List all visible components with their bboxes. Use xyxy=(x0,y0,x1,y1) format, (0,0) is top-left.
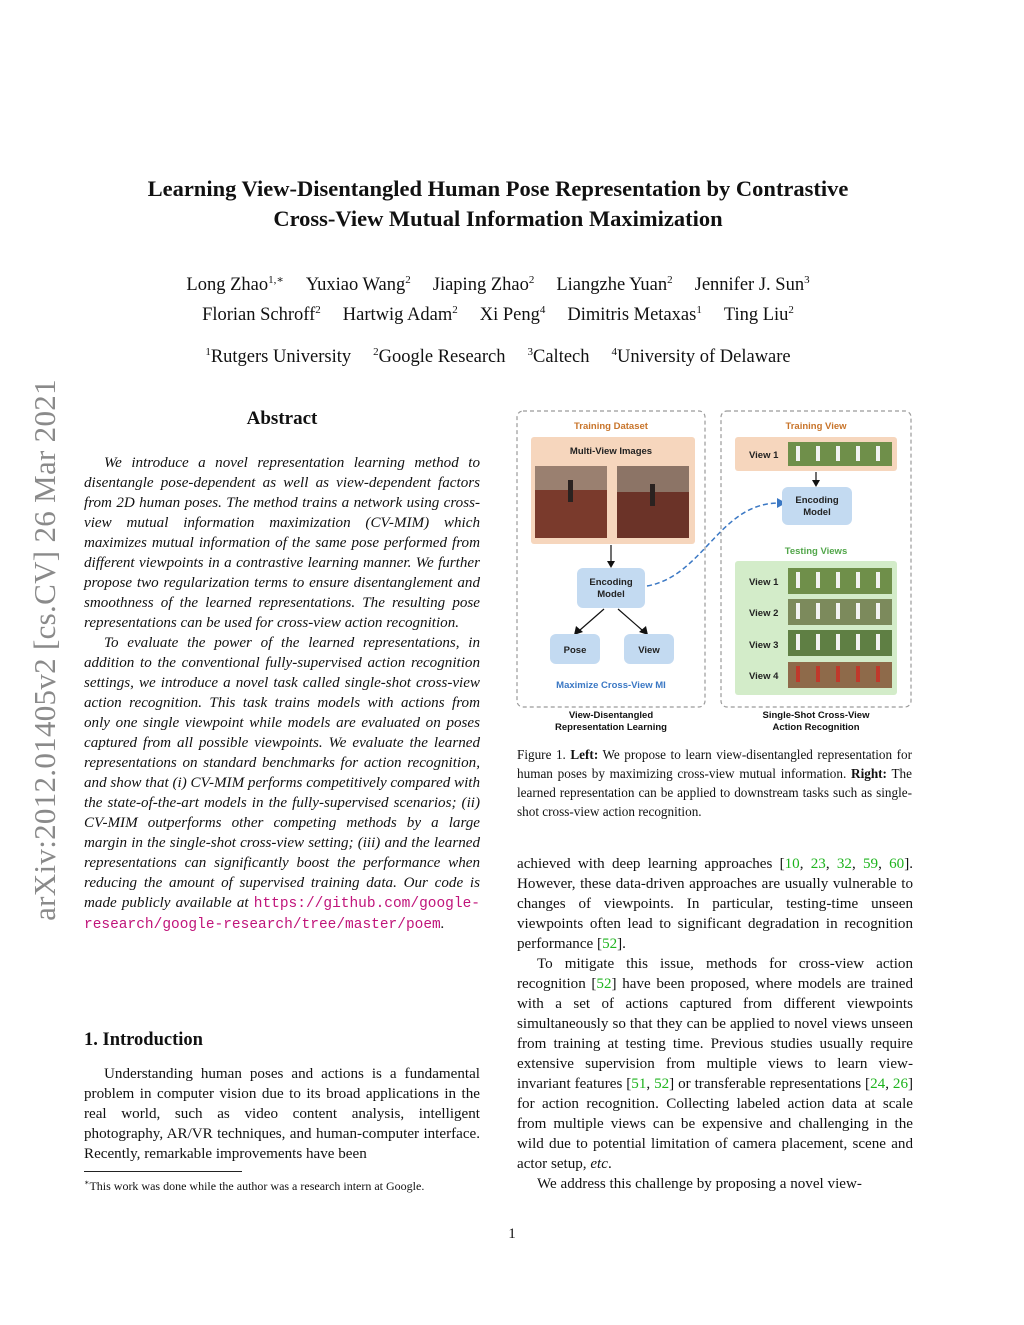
footnote-mark: ∗ xyxy=(84,1178,90,1187)
encoding-model-right-line-2: Model xyxy=(803,507,831,518)
authors-row-2 xyxy=(100,298,896,328)
abstract-body xyxy=(84,453,480,935)
authors-row2-3 xyxy=(567,298,701,328)
testing-views-label: Testing Views xyxy=(784,546,848,557)
affiliation-name: Rutgers University xyxy=(210,347,352,368)
testing-view-4-label: View 4 xyxy=(749,671,779,682)
training-view-label: Training View xyxy=(785,421,847,432)
authors-row2-1 xyxy=(343,298,458,328)
arrow-head-4 xyxy=(812,480,820,487)
paper-title xyxy=(100,174,896,234)
right-paragraph-2: To mitigate this issue, methods for cross-view action recognition [52] have been proposed, where models are trained with a set of actions captured from different viewpoints simultaneously so that they can be applied to novel views unseen from training at testing time. Previous studies usually require extensive supervision from multiple views to learn view-invariant features [51, 52] or transferable representations [24, 26] for action recognition. Collecting labeled action data at scale from multiple views can be expensive and challenging in the wild due to potential limitation of camera placement, scene and actor setup, etc. xyxy=(517,956,914,1172)
affiliation-sup: 1 xyxy=(205,346,211,358)
abstract-paragraph-2: To evaluate the power of the learned representations, in addition to the conventional fully-supervised action recognition settings, we introduce a novel task called single-shot cross-view action recognition. This task trains models with actions from only one single viewpoint while models are evaluated on poses captured from all possible viewpoints. We evaluate the learned representations on standard benchmarks for action recognition, and show that (i) CV-MIM performs competitively compared with the state-of-the-art models in the fully-supervised scenarios; (ii) CV-MIM outperforms other competing methods by a large margin in the single-shot cross-view setting; (iii) and the learned representations can significantly boost the performance when reducing the amount of supervised training data. Our code is made publicly available at https://github.com/google-research/google-research/tree/master/poem. xyxy=(84,635,481,933)
right-paragraph-3: We address this challenge by proposing a novel view- xyxy=(537,1176,862,1192)
authors-row1-sup: 2 xyxy=(405,274,411,286)
authors-row2-name: Florian Schroff xyxy=(202,305,316,326)
testing-view-2-label: View 2 xyxy=(749,608,779,619)
affiliation-2 xyxy=(528,340,590,370)
arrow-head-1 xyxy=(607,561,615,568)
authors-row1-name: Jennifer J. Sun xyxy=(694,275,805,296)
authors-row2-sup: 2 xyxy=(315,304,321,317)
authors-row1-name: Liangzhe Yuan xyxy=(556,275,668,296)
citation-link[interactable]: 51 xyxy=(631,1076,647,1092)
left-caption-line-2: Representation Learning xyxy=(555,722,667,733)
right-p1-end: ]. xyxy=(617,936,626,952)
multi-view-images-label: Multi-View Images xyxy=(569,446,653,457)
authors-row1-4 xyxy=(695,268,810,298)
page-number: 1 xyxy=(508,1226,516,1242)
authors-row2-0 xyxy=(202,298,321,328)
encoding-model-right-line-1: Encoding xyxy=(795,495,839,506)
affiliations xyxy=(100,340,896,370)
citation-link[interactable]: 10 xyxy=(784,856,800,872)
abstract-heading: Abstract xyxy=(246,408,318,429)
authors-row1-sup: 2 xyxy=(667,274,673,286)
arrow-head-3 xyxy=(639,626,648,635)
citation-link[interactable]: 59 xyxy=(862,856,879,872)
right-column-body xyxy=(517,854,913,1194)
footnote-rule xyxy=(84,1171,242,1172)
right-p2-c: ] or transferable representations [ xyxy=(669,1076,871,1092)
authors-row2-sup: 4 xyxy=(539,304,546,317)
citation-link[interactable]: 32 xyxy=(836,856,852,872)
room-image-1-person xyxy=(568,480,573,502)
encoding-model-left-line-1: Encoding xyxy=(589,577,633,588)
right-caption-line-2: Action Recognition xyxy=(772,722,860,733)
figure-1 xyxy=(514,408,914,738)
encoding-model-right xyxy=(782,487,852,525)
authors-row1-name: Yuxiao Wang xyxy=(305,275,406,296)
authors-row2-sup: 2 xyxy=(452,304,458,317)
citation-link[interactable]: 24 xyxy=(870,1076,886,1092)
arxiv-id-text: arXiv:2012.01405v2 [cs.CV] 26 Mar 2021 xyxy=(27,379,62,921)
right-p1-pre: achieved with deep learning approaches [ xyxy=(517,856,785,872)
right-paragraph-1 xyxy=(517,854,913,954)
affiliation-sup: 3 xyxy=(527,346,533,358)
right-p2-d: ] for action recognition. Collecting labeled action data at scale from multiple views can be expensive and challenging in the wild due to potential limitation of camera placement, scene and actor setup, xyxy=(517,1076,914,1172)
abstract-paragraph-2-text: To evaluate the power of the learned representations, in addition to the conventional fully-supervised action recognition settings, we introduce a novel task called single-shot cross-view action recognition. This task trains models with actions from only one single viewpoint while models are evaluated on poses captured from all possible viewpoints. We evaluate the learned representations on standard benchmarks for action recognition, and show that (i) CV-MIM performs competitively compared with the state-of-the-art models in the fully-supervised scenarios; (ii) CV-MIM outperforms other competing methods by a large margin in the single-shot cross-view setting; (iii) and the learned representations can significantly boost the performance when reducing the amount of supervised training data. Our code is made publicly available at xyxy=(84,635,481,911)
caption-text-1: We propose to learn view-disentangled representation for human poses by maximizing cross-view mutual information. xyxy=(517,747,913,781)
maximize-mi-label: Maximize Cross-View MI xyxy=(556,680,666,691)
right-p1-citations: 10, 23, 32, 59, 60 xyxy=(784,856,905,872)
authors-row1-sup: 2 xyxy=(528,274,535,286)
right-p2-b: ] have been proposed, where models are trained with a set of actions captured from different viewpoints simultaneously so that they can be applied to novel views unseen from training at testing time. Previous studies usually require extensive supervision from multiple views to learn view-invariant features [ xyxy=(517,976,913,1092)
training-dataset-label: Training Dataset xyxy=(574,421,648,432)
authors-row2-name: Ting Liu xyxy=(723,305,789,326)
right-caption-line-1: Single-Shot Cross-View xyxy=(762,710,870,721)
arrow-encoder-to-view xyxy=(618,609,642,630)
authors-row1-sup: 1,∗ xyxy=(268,274,284,286)
code-link[interactable]: https://github.com/google-research/google-research/tree/master/poem xyxy=(84,896,480,933)
affiliation-sup: 4 xyxy=(611,346,618,358)
testing-view-1-label: View 1 xyxy=(749,577,779,588)
authors-row2-2 xyxy=(480,298,546,328)
author-list xyxy=(100,268,896,328)
right-p1-mid: ]. However, these data-driven approaches are usually vulnerable to changes of viewpoints. In particular, testing-time unseen viewpoints often lead to significant degradation in recognition performance [ xyxy=(517,856,913,952)
caption-text-2: The learned representation can be applied to downstream tasks such as single-shot cross-view action recognition. xyxy=(517,766,912,819)
title-line-1: Learning View-Disentangled Human Pose Representation by Contrastive xyxy=(147,176,849,201)
intro-heading: 1. Introduction xyxy=(84,1030,203,1050)
authors-row1-2 xyxy=(433,268,535,298)
authors-row2-sup: 2 xyxy=(788,304,794,317)
right-p2-a: To mitigate this issue, methods for cross-view action recognition [ xyxy=(517,956,913,992)
arrow-encoder-to-pose xyxy=(580,609,604,630)
authors-row-1 xyxy=(100,268,896,298)
affiliation-name: Caltech xyxy=(533,347,590,368)
authors-row1-3 xyxy=(556,268,672,298)
caption-left-label: Left: xyxy=(570,747,599,762)
caption-right-label: Right: xyxy=(851,766,887,781)
footnote xyxy=(84,1178,484,1194)
affiliation-1 xyxy=(373,340,505,370)
authors-row1-name: Jiaping Zhao xyxy=(432,275,529,296)
title-line-2: Cross-View Mutual Information Maximization xyxy=(273,206,723,231)
authors-row1-1 xyxy=(306,268,411,298)
authors-row2-sup: 1 xyxy=(696,304,702,317)
encoding-model-left-line-2: Model xyxy=(597,589,625,600)
intro-body xyxy=(84,1064,480,1164)
right-p2-etc: etc xyxy=(590,1156,608,1172)
citation-link[interactable]: 52 xyxy=(602,936,618,952)
affiliation-sup: 2 xyxy=(373,346,379,358)
affiliation-name: University of Delaware xyxy=(617,347,791,368)
affiliation-name: Google Research xyxy=(378,347,506,368)
citation-link[interactable]: 23 xyxy=(810,856,826,872)
figure-1-caption xyxy=(517,745,912,821)
citation-link[interactable]: 52 xyxy=(654,1076,670,1092)
footnote-text: This work was done while the author was a research intern at Google. xyxy=(89,1179,425,1193)
citation-link[interactable]: 60 xyxy=(889,856,905,872)
citation-link[interactable]: 52 xyxy=(596,976,612,992)
encoding-model-left xyxy=(577,568,645,608)
room-image-2-person xyxy=(650,484,655,506)
caption-label: Figure 1. xyxy=(517,747,566,762)
arrow-head-2 xyxy=(574,626,583,635)
authors-row1-name: Long Zhao xyxy=(186,275,269,296)
citation-link[interactable]: 26 xyxy=(892,1076,908,1092)
authors-row2-name: Hartwig Adam xyxy=(342,305,453,326)
authors-row2-name: Dimitris Metaxas xyxy=(567,305,697,326)
authors-row1-sup: 3 xyxy=(804,274,810,286)
arxiv-identifier xyxy=(20,350,70,950)
affiliation-0 xyxy=(205,340,351,370)
testing-view-3-label: View 3 xyxy=(749,640,779,651)
abstract-paragraph-1: We introduce a novel representation learning method to disentangle pose-dependent as well as view-dependent factors from 2D human poses. The method trains a network using cross-view mutual information maximization (CV-MIM) which maximizes mutual information of the same pose performed from different viewpoints in a contrastive learning manner. We further propose two regularization terms to ensure disentanglement and smoothness of the learned representations. The resulting pose representations can be used for cross-view action recognition. xyxy=(84,455,480,631)
left-caption-line-1: View-Disentangled xyxy=(568,710,654,721)
intro-paragraph-1: Understanding human poses and actions is a fundamental problem in computer vision due to its broad applications in the real world, such as video content analysis, intelligent photography, AR/VR techniques, and human-computer interface. Recently, remarkable improvements have been xyxy=(84,1066,480,1162)
authors-row2-4 xyxy=(724,298,794,328)
authors-row1-0 xyxy=(186,268,283,298)
pose-label: Pose xyxy=(563,645,587,656)
view-label: View xyxy=(638,645,660,656)
authors-row2-name: Xi Peng xyxy=(479,305,540,326)
affiliation-3 xyxy=(612,340,791,370)
training-view-1-label: View 1 xyxy=(749,450,779,461)
